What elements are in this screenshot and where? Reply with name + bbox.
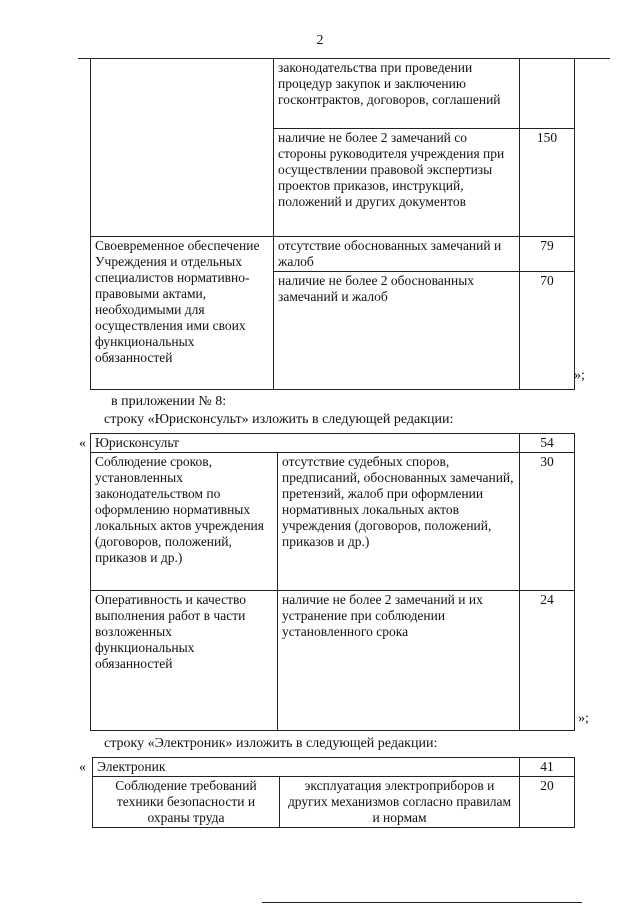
criterion-cell: Соблюдение сроков, установленных законодательством по оформлению нормативных локальных актов учреждения (договоров, положений, приказов и др.) bbox=[91, 453, 278, 591]
paragraph: строку «Юрисконсульт» изложить в следующей редакции: bbox=[104, 412, 454, 427]
condition-cell: отсутствие судебных споров, предписаний, обоснованных замечаний, претензий, жалоб при оформлении нормативных локальных актов учреждения (договоров, положений, приказов и др.) bbox=[278, 453, 520, 591]
position-title: Электроник bbox=[93, 758, 520, 777]
table-row bbox=[91, 453, 575, 591]
condition-cell: наличие не более 2 замечаний и их устранение при соблюдении установленного срока bbox=[278, 591, 520, 731]
closing-quote: »; bbox=[574, 368, 585, 383]
value-cell: 24 bbox=[520, 591, 575, 731]
page-number: 2 bbox=[316, 33, 324, 48]
condition-cell: эксплуатация электроприборов и других механизмов согласно правилам и нормам bbox=[280, 777, 520, 828]
criterion-cell: Своевременное обеспечение Учреждения и отдельных специалистов нормативно-правовыми актами, необходимыми для осуществления ими своих функциональных обязанностей bbox=[91, 237, 274, 390]
table-row bbox=[91, 59, 575, 129]
table-row bbox=[91, 591, 575, 731]
position-total: 41 bbox=[520, 758, 575, 777]
table-row bbox=[91, 434, 575, 453]
table-continuation bbox=[90, 58, 575, 390]
condition-cell: наличие не более 2 замечаний со стороны руководителя учреждения при осуществлении правовой экспертизы проектов приказов, инструкций, положений и других документов bbox=[274, 129, 520, 237]
condition-cell: законодательства при проведении процедур закупок и заключению госконтрактов, договоров, соглашений bbox=[274, 59, 520, 129]
position-title: Юрисконсульт bbox=[91, 434, 520, 453]
criterion-cell: Оперативность и качество выполнения работ в части возложенных функциональных обязанностей bbox=[91, 591, 278, 731]
opening-quote: « bbox=[79, 760, 86, 775]
closing-quote: »; bbox=[578, 711, 589, 726]
value-cell: 20 bbox=[520, 777, 575, 828]
value-cell: 30 bbox=[520, 453, 575, 591]
table-electronic bbox=[92, 757, 575, 828]
condition-cell: наличие не более 2 обоснованных замечаний и жалоб bbox=[274, 272, 520, 390]
value-cell: 150 bbox=[520, 129, 575, 237]
empty-cell bbox=[91, 59, 274, 237]
paragraph: строку «Электроник» изложить в следующей редакции: bbox=[104, 736, 438, 751]
value-cell: 79 bbox=[520, 237, 575, 272]
value-cell bbox=[520, 59, 575, 129]
table-row bbox=[93, 758, 575, 777]
position-total: 54 bbox=[520, 434, 575, 453]
paragraph: в приложении № 8: bbox=[111, 394, 227, 409]
bottom-rule bbox=[262, 902, 582, 903]
value-cell: 70 bbox=[520, 272, 575, 390]
criterion-cell: Соблюдение требований техники безопасности и охраны труда bbox=[93, 777, 280, 828]
condition-cell: отсутствие обоснованных замечаний и жалоб bbox=[274, 237, 520, 272]
opening-quote: « bbox=[79, 436, 86, 451]
table-row bbox=[91, 237, 575, 272]
table-row bbox=[93, 777, 575, 828]
table-jurist bbox=[90, 433, 575, 731]
